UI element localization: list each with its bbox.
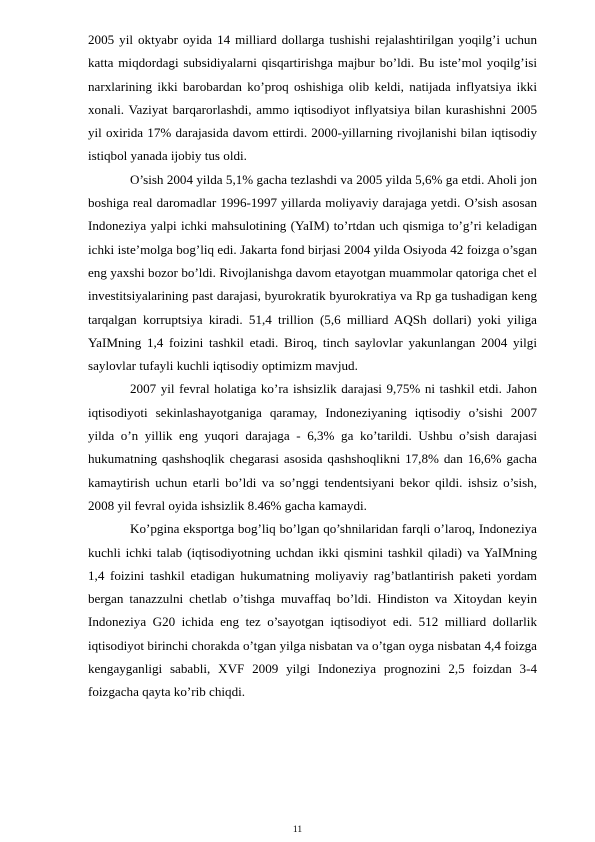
page-number: 11 xyxy=(292,825,303,835)
paragraph-inflation: 2005 yil oktyabr oyida 14 milliard dollarga tushishi rejalashtirilgan yoqilg’i uchun katta miqdordagi subsidiyalarni qisqartirishga majbur bo’ldi. Bu iste’mol yoqilg’isi narxlarining ikki barobardan ko’proq oshishiga olib keldi, natijada inflyatsiya ikki xonali. Vaziyat barqarorlashdi, ammo iqtisodiyot inflyatsiya bilan kurashishni 2005 yil oxirida 17% darajasida davom ettirdi. 2000-yillarning rivojlanishi bilan iqtisodiy istiqbol yanada ijobiy tus oldi. xyxy=(88,32,537,164)
document-page xyxy=(88,28,537,704)
paragraph-domestic-demand: Ko’pgina eksportga bog’liq bo’lgan qo’shnilaridan farqli o’laroq, Indoneziya kuchli ichki talab (iqtisodiyotning uchdan ikki qismini tashkil qiladi) va YaIMning 1,4 foizini tashkil etadigan hukumatning moliyaviy rag’batlantirish paketi yordam bergan tanazzulni chetlab o’tishga muvaffaq bo’ldi. Hindiston va Xitoydan keyin Indoneziya G20 ichida eng tez o’sayotgan iqtisodiyot edi. 512 milliard dollarlik iqtisodiyot birinchi chorakda o’tgan yilga nisbatan va o’tgan oyga nisbatan 4,4 foizga kengayganligi sababli, XVF 2009 yilgi Indoneziya prognozini 2,5 foizdan 3-4 foizgacha qayta ko’rib chiqdi. xyxy=(88,521,537,700)
paragraph-unemployment-2007: 2007 yil fevral holatiga ko’ra ishsizlik darajasi 9,75% ni tashkil etdi. Jahon iqtisodiyoti sekinlashayotganiga qaramay, Indoneziyaning iqtisodiy o’sishi 2007 yilda o’n yillik eng yuqori darajaga - 6,3% ga ko’tarildi. Ushbu o’sish darajasi hukumatning qashshoqlik chegarasi asosida qashshoqlikni 17,8% dan 16,6% gacha kamaytirish uchun etarli bo’ldi va so’nggi tendentsiyani bekor qildi. ishsiz o’sish, 2008 yil fevral oyida ishsizlik 8.46% gacha kamaydi. xyxy=(88,381,537,513)
paragraph-growth-2004: O’sish 2004 yilda 5,1% gacha tezlashdi va 2005 yilda 5,6% ga etdi. Aholi jon boshiga real daromadlar 1996-1997 yillarda moliyaviy darajaga yetdi. O’sish asosan Indoneziya yalpi ichki mahsulotining (YaIM) to’rtdan uch qismiga to’g’ri keladigan ichki iste’molga bog’liq edi. Jakarta fond birjasi 2004 yilda Osiyoda 42 foizga o’sgan eng yaxshi bozor bo’ldi. Rivojlanishga davom etayotgan muammolar qatoriga chet el investitsiyalarining past darajasi, byurokratik byurokratiya va Rp ga tushadigan keng tarqalgan korruptsiya kiradi. 51,4 trillion (5,6 milliard AQSh dollari) yoki yiliga YaIMning 1,4 foizini tashkil etadi. Biroq, tinch saylovlar yakunlangan 2004 yilgi saylovlar tufayli kuchli iqtisodiy optimizm mavjud. xyxy=(88,171,537,374)
